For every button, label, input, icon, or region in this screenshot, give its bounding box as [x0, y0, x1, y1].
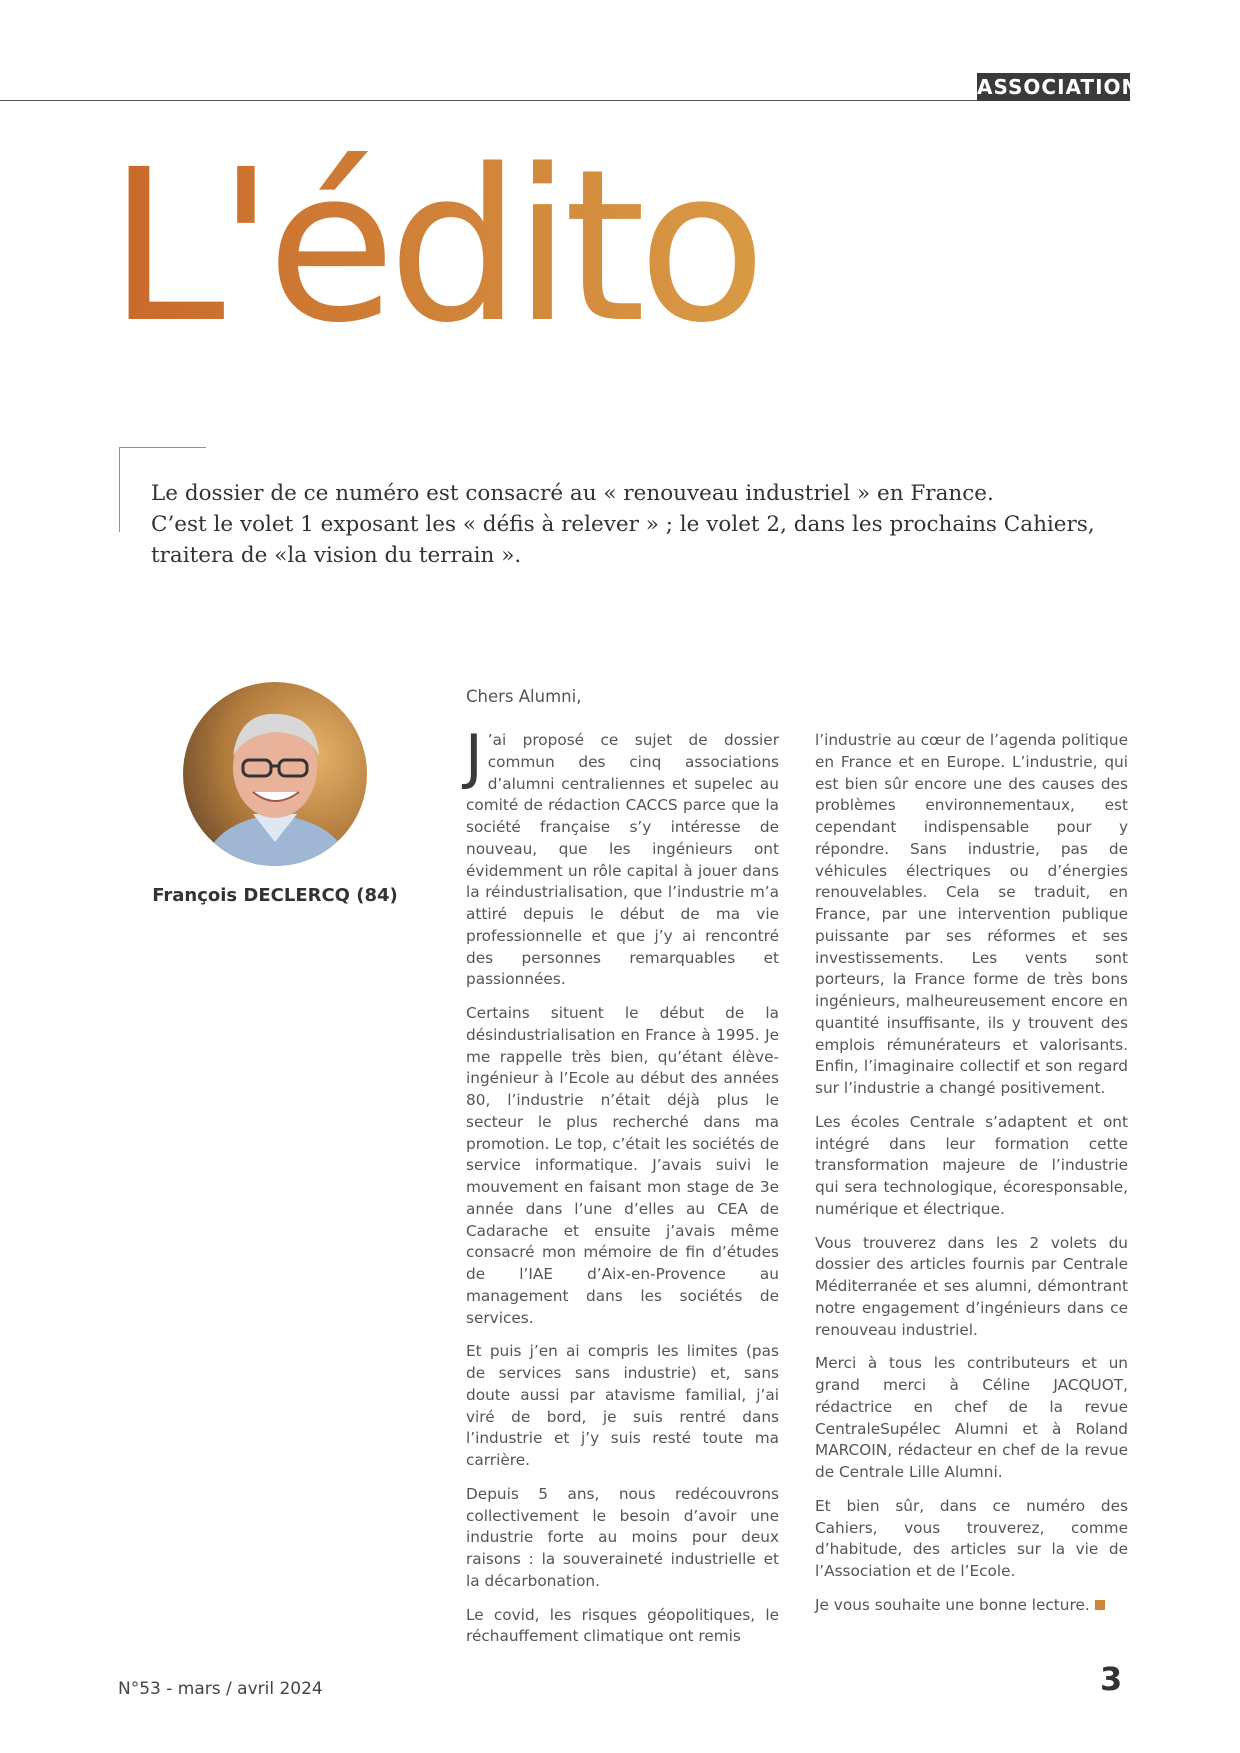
author-portrait: [183, 682, 367, 866]
body-paragraph: [465, 722, 779, 991]
lead-line: Le dossier de ce numéro est consacré au « renouveau industriel » en France.: [151, 481, 994, 506]
body-paragraph: Et puis j’en ai compris les limites (pas de services sans industrie) et, sans doute aussi par atavisme familial, j’ai viré de bord, je suis rentré dans l’industrie et j’y suis resté toute ma carrière.: [466, 1342, 779, 1469]
header-rule: [0, 100, 1000, 101]
body-column-right: [815, 730, 1128, 1629]
issue-info: N°53 - mars / avril 2024: [118, 1679, 323, 1699]
square-end-mark-icon: [1095, 1600, 1105, 1610]
section-tag: ASSOCIATION: [977, 75, 1140, 99]
lead-line: C’est le volet 1 exposant les « défis à relever » ; le volet 2, dans les prochains Cahiers,: [151, 512, 1095, 537]
body-paragraph: Le covid, les risques géopolitiques, le réchauffement climatique ont remis: [466, 1605, 779, 1646]
body-paragraph: Les écoles Centrale s’adaptent et ont intégré dans leur formation cette transformation majeure de l’industrie qui sera technologique, écoresponsable, numérique et électrique.: [815, 1112, 1128, 1218]
greeting: Chers Alumni,: [466, 687, 582, 706]
page-number: 3: [1100, 1660, 1123, 1698]
author-name: François DECLERCQ (84): [152, 885, 398, 906]
body-paragraph: Merci à tous les contributeurs et un grand merci à Céline JACQUOT, rédactrice en chef de la revue CentraleSupélec Alumni et à Roland MARCOIN, rédacteur en chef de la revue de Centrale Lille Alumni.: [815, 1354, 1128, 1481]
body-column-left: [465, 722, 779, 1660]
lead-line: traitera de «la vision du terrain ».: [151, 543, 522, 568]
closing-paragraph: [815, 1595, 1128, 1617]
body-paragraph: Depuis 5 ans, nous redécouvrons collectivement le besoin d’avoir une industrie forte au moins pour deux raisons : la souveraineté industrielle et la décarbonation.: [466, 1484, 779, 1590]
page-title: L'édito: [108, 124, 759, 369]
body-paragraph: Certains situent le début de la désindustrialisation en France à 1995. Je me rappelle très bien, qu’étant élève-ingénieur à l’Ecole au début des années 80, l’industrie n’était déjà plus le secteur le plus recherché dans ma promotion. Le top, c’était les sociétés de service informatique. J’avais suivi le mouvement en faisant mon stage de 3e année dans l’une d’elles au CEA de Cadarache et ensuite j’avais même consacré mon mémoire de fin d’études de l’IAE d’Aix-en-Provence au management dans les sociétés de services.: [466, 1004, 779, 1327]
lead-paragraph: [151, 478, 1095, 571]
paragraph-text: ’ai proposé ce sujet de dossier commun des cinq associations d’alumni centraliennes et supelec au comité de rédaction CACCS parce que la société française s’y intéresse de nouveau, que les ingénieurs ont évidemment un rôle capital à jouer dans la réindustrialisation, que l’industrie m’a attiré depuis le début de ma vie professionnelle et que j’y ai rencontré des personnes remarquables et passionnées.: [466, 731, 779, 989]
closing-text: Je vous souhaite une bonne lecture.: [815, 1595, 1090, 1614]
drop-cap: J: [465, 722, 483, 792]
body-paragraph: Vous trouverez dans les 2 volets du dossier des articles fournis par Centrale Méditerranée et ses alumni, démontrant notre engagement d’ingénieurs dans ce renouveau industriel.: [815, 1233, 1128, 1339]
body-paragraph: Et bien sûr, dans ce numéro des Cahiers, vous trouverez, comme d’habitude, des articles sur la vie de l’Association et de l’Ecole.: [815, 1496, 1128, 1580]
body-paragraph: l’industrie au cœur de l’agenda politique en France et en Europe. L’industrie, qui est bien sûr encore une des causes des problèmes environnementaux, est cependant indispensable pour y répondre. Sans industrie, pas de véhicules électriques ou d’énergies renouvelables. Cela se traduit, en France, par une intervention publique puissante par ses réformes et ses investissements. Les vents sont porteurs, la France forme de très bons ingénieurs, malheureusement encore en quantité insuffisante, ils y trouvent des emplois rémunérateurs et valorisants. Enfin, l’imaginaire collectif et son regard sur l’industrie a changé positivement.: [815, 731, 1128, 1097]
